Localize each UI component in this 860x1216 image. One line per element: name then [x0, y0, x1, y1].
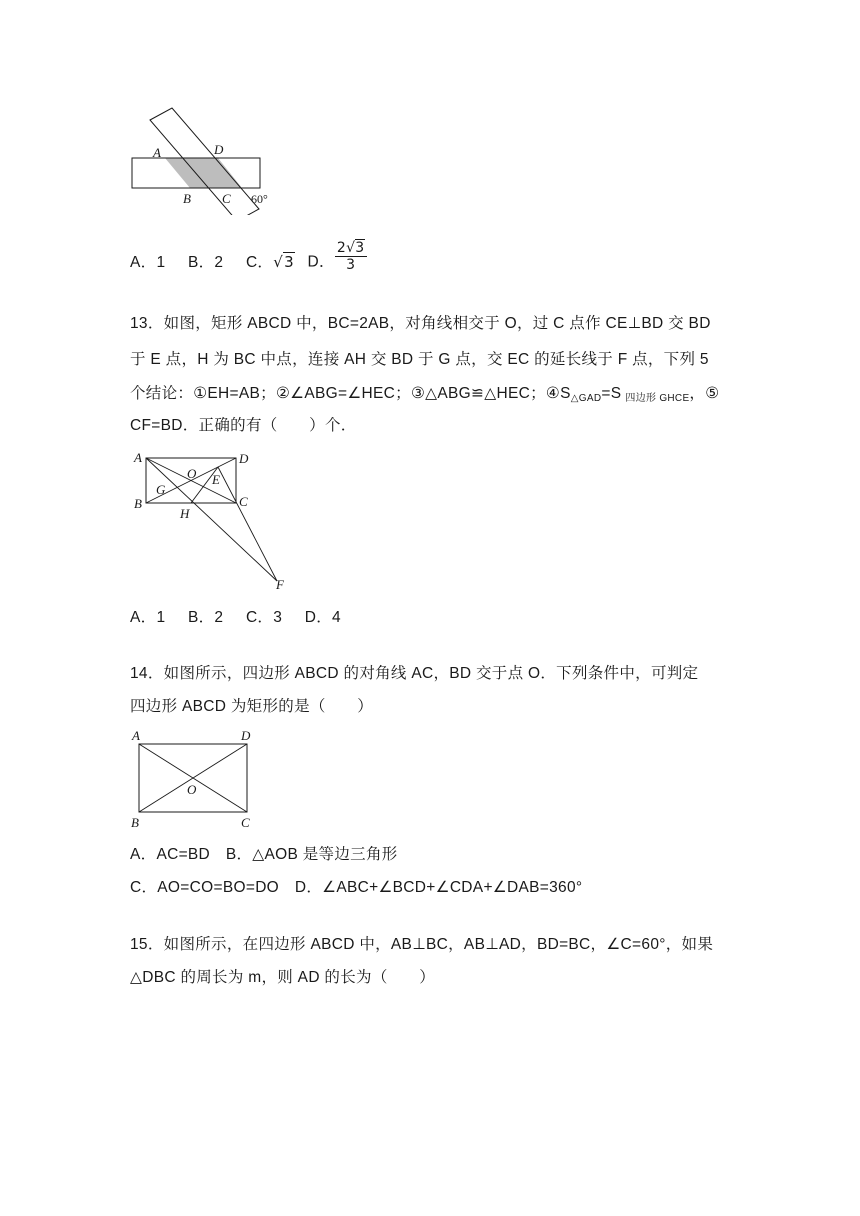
- q13-label-g: G: [156, 482, 166, 497]
- q12-figure: [120, 100, 290, 215]
- q14-label-d: D: [241, 728, 251, 743]
- q12-option-d-prefix: D．: [307, 254, 335, 271]
- q12-option-c: [246, 252, 295, 273]
- q13-option-d: D．4: [304, 609, 341, 626]
- q13-label-e: E: [212, 472, 220, 487]
- q13-line-3-c: ，⑤: [689, 385, 720, 402]
- q13-label-o: O: [187, 466, 197, 481]
- q14-label-b: B: [131, 815, 139, 830]
- q12-option-d-fraction: [335, 240, 367, 273]
- q13-label-a: A: [134, 450, 142, 465]
- q12-option-d-numerator: 2√3: [336, 240, 365, 257]
- q12-option-b: B．2: [187, 254, 224, 271]
- q13-line-3-b: =S: [601, 385, 622, 402]
- q13-line-4: CF=BD．正确的有（ ）个．: [130, 417, 357, 434]
- q14-label-a: A: [132, 728, 140, 743]
- q12-option-c-radicand: 3: [284, 253, 294, 271]
- q12-label-a: A: [153, 145, 161, 160]
- q14-line-2: 四边形 ABCD 为矩形的是（ ）: [130, 698, 374, 715]
- q13-label-c: C: [239, 494, 248, 509]
- q14-line-1: 14．如图所示，四边形 ABCD 的对角线 AC，BD 交于点 O．下列条件中，可判定: [130, 665, 699, 682]
- q13-segment-cf: [218, 467, 277, 581]
- q14-label-c: C: [241, 815, 250, 830]
- q13-option-c: C．3: [245, 609, 283, 626]
- q13-line-3-sub-gad: △GAD: [570, 393, 602, 404]
- q12-label-b: B: [183, 191, 191, 206]
- q13-option-a: A．1: [130, 609, 166, 626]
- q12-option-d-num-coef: 2: [336, 240, 347, 257]
- q13-label-b: B: [134, 496, 142, 511]
- q14-label-o: O: [187, 782, 197, 797]
- q13-label-d: D: [239, 451, 249, 466]
- q12-option-c-sqrt: √3: [273, 253, 294, 271]
- q12-option-d-num-radicand: 3: [355, 240, 365, 257]
- q15-line-1: 15．如图所示，在四边形 ABCD 中，AB⊥BC，AB⊥AD，BD=BC，∠C=60°，如果: [130, 936, 714, 953]
- q12-label-d: D: [214, 142, 224, 157]
- q12-shaded-region: [165, 158, 242, 188]
- q12-label-angle: 60°: [251, 192, 268, 206]
- q12-option-a: A．1: [130, 254, 166, 271]
- q13-figure: [128, 448, 298, 596]
- q13-line-2: 于 E 点，H 为 BC 中点，连接 AH 交 BD 于 G 点，交 EC 的延长线于 F 点，下列 5: [130, 351, 709, 368]
- q13-line-1: 13．如图，矩形 ABCD 中，BC=2AB，对角线相交于 O，过 C 点作 CE⊥BD 交 BD: [130, 315, 711, 332]
- q12-option-d: [307, 240, 367, 274]
- q14-options-row-2: C．AO=CO=BO=DO D．∠ABC+∠BCD+∠CDA+∠DAB=360°: [130, 879, 583, 896]
- q13-line-3: [130, 384, 719, 409]
- q13-options: [130, 608, 359, 628]
- q13-label-f: F: [276, 577, 284, 592]
- q12-option-c-prefix: C．: [245, 254, 274, 271]
- q13-label-h: H: [180, 506, 190, 521]
- q13-option-b: B．2: [187, 609, 224, 626]
- q12-label-c: C: [222, 191, 231, 206]
- q12-options: [130, 240, 385, 274]
- q13-line-3-a: 个结论：①EH=AB；②∠ABG=∠HEC；③△ABG≌△HEC；④S: [130, 385, 571, 402]
- q14-figure: [128, 727, 262, 833]
- q14-options-row-1: A．AC=BD B．△AOB 是等边三角形: [130, 846, 398, 863]
- q15-line-2: △DBC 的周长为 m，则 AD 的长为（ ）: [130, 969, 436, 986]
- q12-option-d-denominator: 3: [346, 257, 356, 274]
- q13-line-3-sub-ghce: 四边形 GHCE: [625, 393, 690, 404]
